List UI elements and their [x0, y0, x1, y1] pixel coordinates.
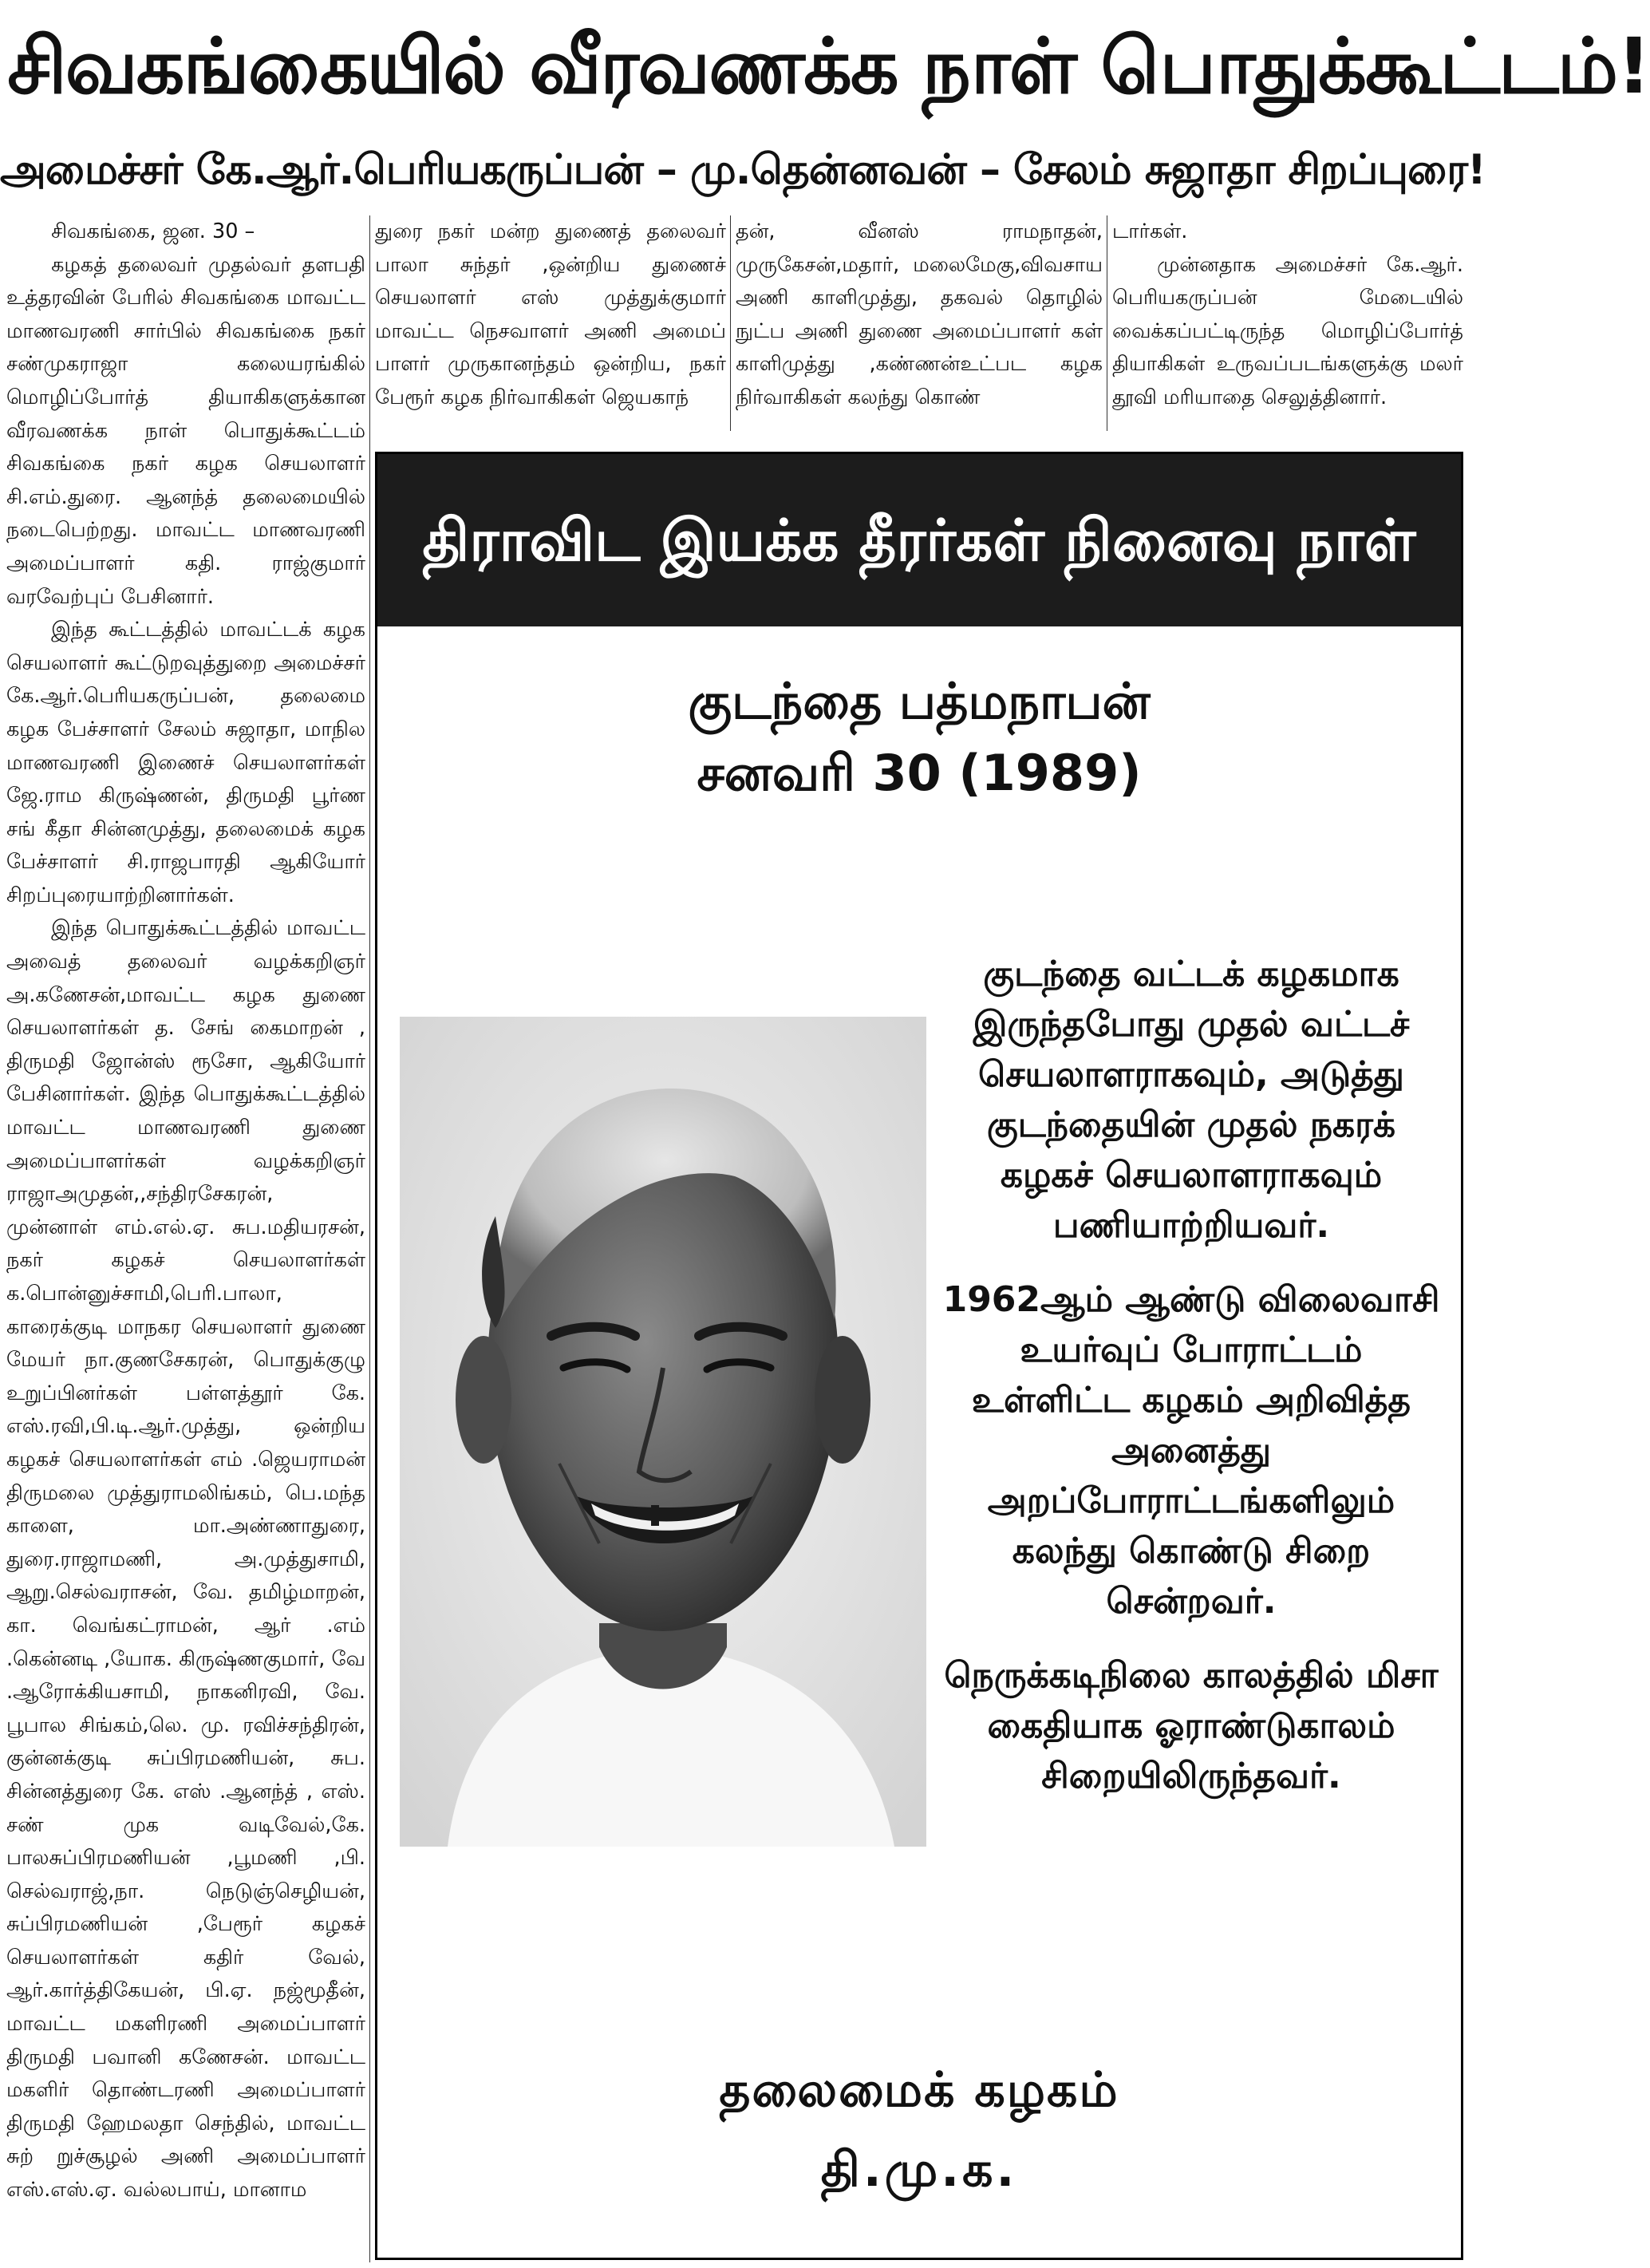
column-divider — [369, 215, 370, 2262]
subheadline: அமைச்சர் கே.ஆர்.பெரியகருப்பன் – மு.தென்னவன் – சேலம் சுஜாதா சிறப்புரை! — [0, 146, 1486, 194]
article-column-1 — [6, 215, 365, 2262]
bio-paragraph: நெருக்கடிநிலை காலத்தில் மிசா கைதியாக ஓராண்டுகாலம் சிறையிலிருந்தவர். — [944, 1655, 1439, 1796]
bio-paragraph: 1962ஆம் ஆண்டு விலைவாசி உயர்வுப் போராட்டம் உள்ளிட்ட கழகம் அறிவித்த அனைத்து அறப்போராட்டங்களிலும் கலந்து கொண்டு சிறை சென்றவர். — [942, 1279, 1440, 1622]
signature-line-1: தலைமைக் கழகம் — [719, 2062, 1119, 2118]
column-divider — [730, 215, 731, 431]
memorial-ad-box — [375, 452, 1463, 2260]
portrait-illustration — [400, 1017, 926, 1847]
article-paragraph: தன், வீனஸ் ராமநாதன், முருகேசன்,மதார், மலைமேகு,விவசாய அணி காளிமுத்து, தகவல் தொழில் நுட்ப அணி துணை அமைப்பாளர் கள் காளிமுத்து ,கண்ணன்உட்பட கழக நிர்வாகிகள் கலந்து கொண் — [736, 219, 1103, 409]
article-paragraph: கழகத் தலைவர் முதல்வர் தளபதி உத்தரவின் பேரில் சிவகங்கை மாவட்ட மாணவரணி சார்பில் சிவகங்கை நகர் சண்முகராஜா கலையரங்கில் மொழிப்போர்த் தியாகிகளுக்கான வீரவணக்க நாள் பொதுக்கூட்டம் சிவகங்கை நகர் கழக செயலாளர் சி.எம்.துரை. ஆனந்த் தலைமையில் நடைபெற்றது. மாவட்ட மாணவரணி அமைப்பாளர் கதி. ராஜ்குமார் வரவேற்புப் பேசினார். — [6, 252, 365, 609]
memorial-bio — [936, 949, 1447, 1825]
article-paragraph: டார்கள். — [1112, 219, 1188, 243]
headline: சிவகங்கையில் வீரவணக்க நாள் பொதுக்கூட்டம்! — [7, 22, 1650, 111]
signature-line-2: தி.மு.க. — [820, 2142, 1018, 2198]
memorial-date: சனவரி 30 (1989) — [697, 744, 1142, 802]
article-paragraph: இந்த பொதுக்கூட்டத்தில் மாவட்ட அவைத் தலைவர் வழக்கறிஞர் அ.கணேசன்,மாவட்ட கழக துணை செயலாளர்கள் த. சேங் கைமாறன் , திருமதி ஜோன்ஸ் ரூசோ, ஆகியோர் பேசினார்கள். இந்த பொதுக்கூட்டத்தில் மாவட்ட மாணவரணி துணை அமைப்பாளர்கள் வழக்கறிஞர் ராஜாஅமுதன்,,சந்திரசேகரன், முன்னாள் எம்.எல்.ஏ. சுப.மதியரசன், நகர் கழகச் செயலாளர்கள் க.பொன்னுச்சாமி,பெரி.பாலா, காரைக்குடி மாநகர செயலாளர் துணை மேயர் நா.குணசேகரன், பொதுக்குழு உறுப்பினர்கள் பள்ளத்தூர் கே. எஸ்.ரவி,பி.டி.ஆர்.முத்து, ஒன்றிய கழகச் செயலாளர்கள் எம் .ஜெயராமன் திருமலை முத்துராமலிங்கம், பெ.மந்த காளை, மா.அண்ணாதுரை, துரை.ராஜாமணி, அ.முத்துசாமி, ஆறு.செல்வராசன், வே. தமிழ்மாறன், கா. வெங்கட்ராமன், ஆர் .எம் .கென்னடி ,யோக. கிருஷ்ணகுமார், வே .ஆரோக்கியசாமி, நாகனிரவி, வே. பூபால சிங்கம்,லெ. மு. ரவிச்சந்திரன், குன்னக்குடி சுப்பிரமணியன், சுப. சின்னத்துரை கே. எஸ் .ஆனந்த் , எஸ். சண் முக வடிவேல்,கே. பாலசுப்பிரமணியன் ,பூமணி ,பி. செல்வராஜ்,நா. நெடுஞ்செழியன், சுப்பிரமணியன் ,பேரூர் கழகச் செயலாளர்கள் கதிர் வேல், ஆர்.கார்த்திகேயன், பி.ஏ. நஜ்மூதீன், மாவட்ட மகளிரணி அமைப்பாளர் திருமதி பவானி கணேசன். மாவட்ட மகளிர் தொண்டரணி அமைப்பாளர் திருமதி ஹேமலதா செந்தில், மாவட்ட சுற் றுச்சூழல் அணி அமைப்பாளர் எஸ்.எஸ்.ஏ. வல்லபாய், மானாம — [6, 916, 365, 2203]
article-column-3 — [736, 215, 1103, 431]
memorial-ad-header: திராவிட இயக்க தீரர்கள் நினைவு நாள் — [377, 454, 1461, 626]
bio-paragraph: குடந்தை வட்டக் கழகமாக இருந்தபோது முதல் வட்டச் செயலாளராகவும், அடுத்து குடந்தையின் முதல் நகரக் கழகச் செயலாளராகவும் பணியாற்றியவர். — [973, 954, 1410, 1246]
article-paragraph: துரை நகர் மன்ற துணைத் தலைவர் பாலா சுந்தர் ,ஒன்றிய துணைச் செயலாளர் எஸ் முத்துக்குமார் மாவட்ட நெசவாளர் அணி அமைப் பாளர் முருகானந்தம் ஒன்றிய, நகர் பேரூர் கழக நிர்வாகிகள் ஜெயகாந் — [375, 219, 726, 409]
article-dateline: சிவகங்கை, ஜன. 30 – — [51, 219, 255, 243]
article-column-4 — [1112, 215, 1463, 431]
article-paragraph: இந்த கூட்டத்தில் மாவட்டக் கழக செயலாளர் கூட்டுறவுத்துறை அமைச்சர் கே.ஆர்.பெரியகருப்பன், தலைமை கழக பேச்சாளர் சேலம் சுஜாதா, மாநில மாணவரணி இணைச் செயலாளர்கள் ஜே.ராம கிருஷ்ணன், திருமதி பூர்ண சங் கீதா சின்னமுத்து, தலைமைக் கழக பேச்சாளர் சி.ராஜபாரதி ஆகியோர் சிறப்புரையாற்றினார்கள். — [6, 618, 365, 907]
memorial-person-name: குடந்தை பத்மநாபன் — [688, 672, 1151, 730]
article-column-2 — [375, 215, 726, 431]
article-paragraph: முன்னதாக அமைச்சர் கே.ஆர். பெரியகருப்பன் மேடையில் வைக்கப்பட்டிருந்த மொழிப்போர்த் தியாகிகள் உருவப்படங்களுக்கு மலர் தூவி மரியாதை செலுத்தினார். — [1112, 252, 1463, 409]
portrait-photo — [400, 1017, 926, 1847]
